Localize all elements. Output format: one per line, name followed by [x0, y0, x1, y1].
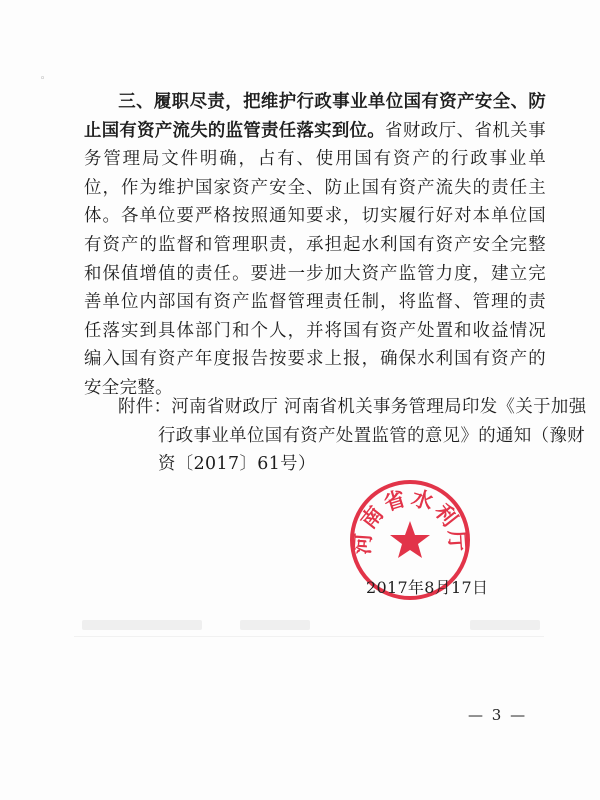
section-heading: 三、履职尽责，把维护行政事业单位国有资产安全、防止国有资产流失的监管责任落实到位。	[84, 92, 546, 141]
attachment-line-1: 附件：河南省财政厅 河南省机关事务管理局印发《关于加强	[118, 397, 587, 417]
bleed-through-mark	[470, 620, 540, 630]
page-number: — 3 —	[468, 706, 528, 724]
signing-date: 2017年8月17日	[366, 578, 489, 597]
attachment-note	[118, 393, 587, 479]
bleed-through-line	[74, 636, 544, 637]
bleed-through-mark	[240, 620, 310, 630]
attachment-line-2: 行政事业单位国有资产处置监管的意见》的通知（豫财	[158, 425, 585, 446]
section-body: 省财政厅、省机关事务管理局文件明确，占有、使用国有资产的行政事业单位，作为维护国家资产安全、防止国有资产流失的责任主体。各单位要严格按照通知要求，切实履行好对本单位国有资产的监督和管理职责，承担起水利国有资产安全完整和保值增值的责任。要进一步加大资产监管力度，建立完善单位内部国有资产监督管理责任制，将监督、管理的责任落实到具体部门和个人，并将国有资产处置和收益情况编入国有资产年度报告按要求上报，确保水利国有资产的安全完整。	[84, 120, 546, 398]
bleed-through-mark	[82, 620, 202, 630]
svg-text:河南省水利厅: 河南省水利厅	[350, 485, 470, 556]
attachment-line-3: 资〔2017〕61号）	[158, 454, 316, 475]
section-three-paragraph	[84, 88, 546, 403]
scan-speck: ◦	[40, 74, 46, 84]
